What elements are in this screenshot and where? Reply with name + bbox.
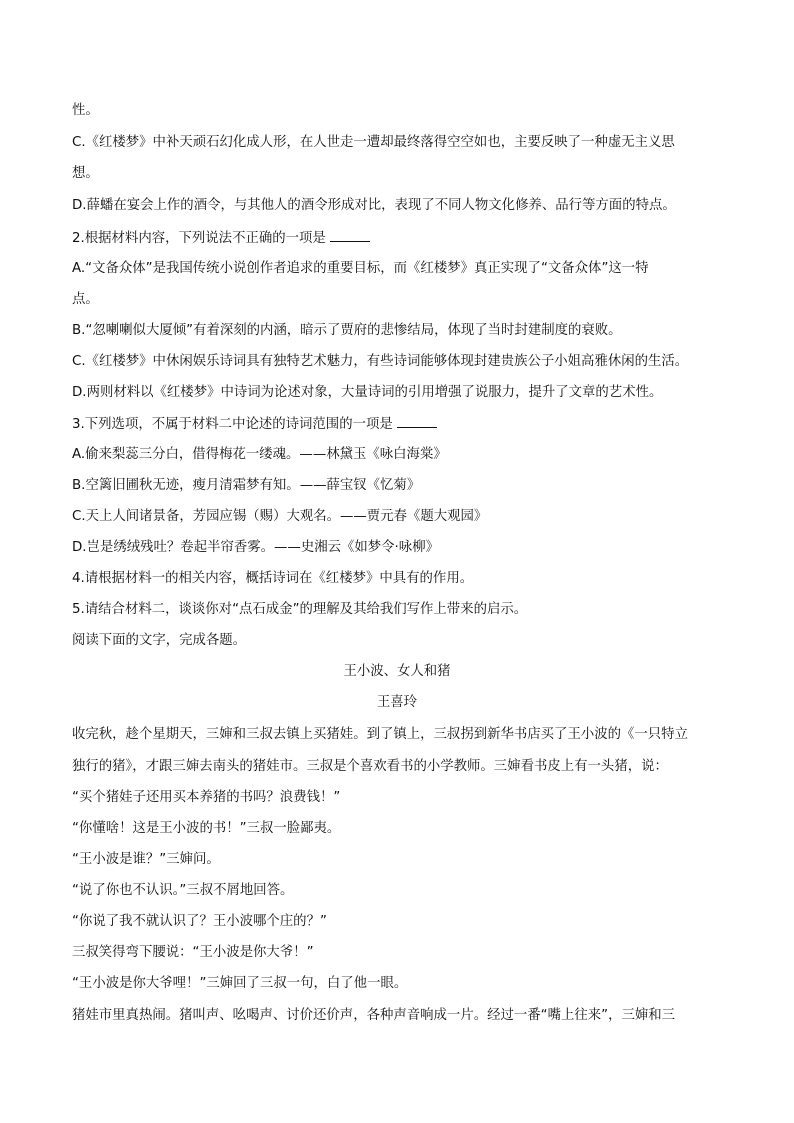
option-c: C.《红楼梦》中休闲娱乐诗词具有独特艺术魅力，有些诗词能够体现封建贵族公子小姐高雅休闲的生活。 <box>72 354 689 369</box>
option-c: C.天上人间诸景备，芳园应锡（赐）大观名。——贾元春《题大观园》 <box>72 509 488 524</box>
text-line: 点。 <box>72 292 99 307</box>
question-5: 5.请结合材料二，谈谈你对“点石成金”的理解及其给我们写作上带来的启示。 <box>72 602 528 617</box>
dialogue-line: “王小波是你大爷哩！”三婶回了三叔一句，白了他一眼。 <box>72 976 408 991</box>
answer-blank <box>397 414 437 428</box>
dialogue-line: “你懂啥！这是王小波的书！”三叔一脸鄙夷。 <box>72 821 341 836</box>
text-line: D.薛蟠在宴会上作的酒令，与其他人的酒令形成对比，表现了不同人物文化修养、品行等方面的特点。 <box>72 198 676 213</box>
question-4: 4.请根据材料一的相关内容，概括诗词在《红楼梦》中具有的作用。 <box>72 571 474 586</box>
text-line: 性。 <box>72 103 99 118</box>
article-title: 王小波、女人和猪 <box>343 664 451 679</box>
question-3 <box>72 414 722 435</box>
question-2-text: 2.根据材料内容，下列说法不正确的一项是 <box>72 231 326 246</box>
question-2 <box>72 228 722 249</box>
article-author: 王喜玲 <box>376 695 418 710</box>
text-line: 想。 <box>72 166 99 181</box>
dialogue-line: 三叔笑得弯下腰说：“王小波是你大爷！” <box>72 945 314 960</box>
answer-blank <box>330 228 370 242</box>
text-line: C.《红楼梦》中补天顽石幻化成人形，在人世走一遭却最终落得空空如也，主要反映了一种虚无主义思 <box>72 135 675 150</box>
dialogue-line: “你说了我不就认识了？王小波哪个庄的？” <box>72 914 327 929</box>
dialogue-line: “王小波是谁？”三婶问。 <box>72 852 220 867</box>
option-b: B.“忽喇喇似大厦倾”有着深刻的内涵，暗示了贾府的悲惨结局，体现了当时封建制度的衰败。 <box>72 323 622 338</box>
text-line: 收完秋，趁个星期天，三婶和三叔去镇上买猪娃。到了镇上，三叔拐到新华书店买了王小波的《一只特立 <box>72 727 688 742</box>
text-line: 独行的猪》，才跟三婶去南头的猪娃市。三叔是个喜欢看书的小学教师。三婶看书皮上有一头猪，说： <box>72 759 668 774</box>
text-line: 猪娃市里真热闹。猪叫声、吆喝声、讨价还价声，各种声音响成一片。经过一番“嘴上往来”，三婶和三 <box>72 1008 676 1023</box>
reading-instruction: 阅读下面的文字，完成各题。 <box>72 633 247 648</box>
option-a: A.“文备众体”是我国传统小说创作者追求的重要目标，而《红楼梦》真正实现了“文备众体”这一特 <box>72 261 649 276</box>
option-d: D.两则材料以《红楼梦》中诗词为论述对象，大量诗词的引用增强了说服力，提升了文章的艺术性。 <box>72 385 663 400</box>
option-b: B.空篱旧圃秋无迹，瘦月清霜梦有知。——薛宝钗《忆菊》 <box>72 478 421 493</box>
dialogue-line: “买个猪娃子还用买本养猪的书吗？浪费钱！” <box>72 790 341 805</box>
option-d: D.岂是绣绒残吐？卷起半帘香雾。——史湘云《如梦令·咏柳》 <box>72 540 439 555</box>
question-3-text: 3.下列选项，不属于材料二中论述的诗词范围的一项是 <box>72 417 393 432</box>
option-a: A.偷来梨蕊三分白，借得梅花一缕魂。——林黛玉《咏白海棠》 <box>72 447 447 462</box>
dialogue-line: “说了你也不认识。”三叔不屑地回答。 <box>72 883 294 898</box>
